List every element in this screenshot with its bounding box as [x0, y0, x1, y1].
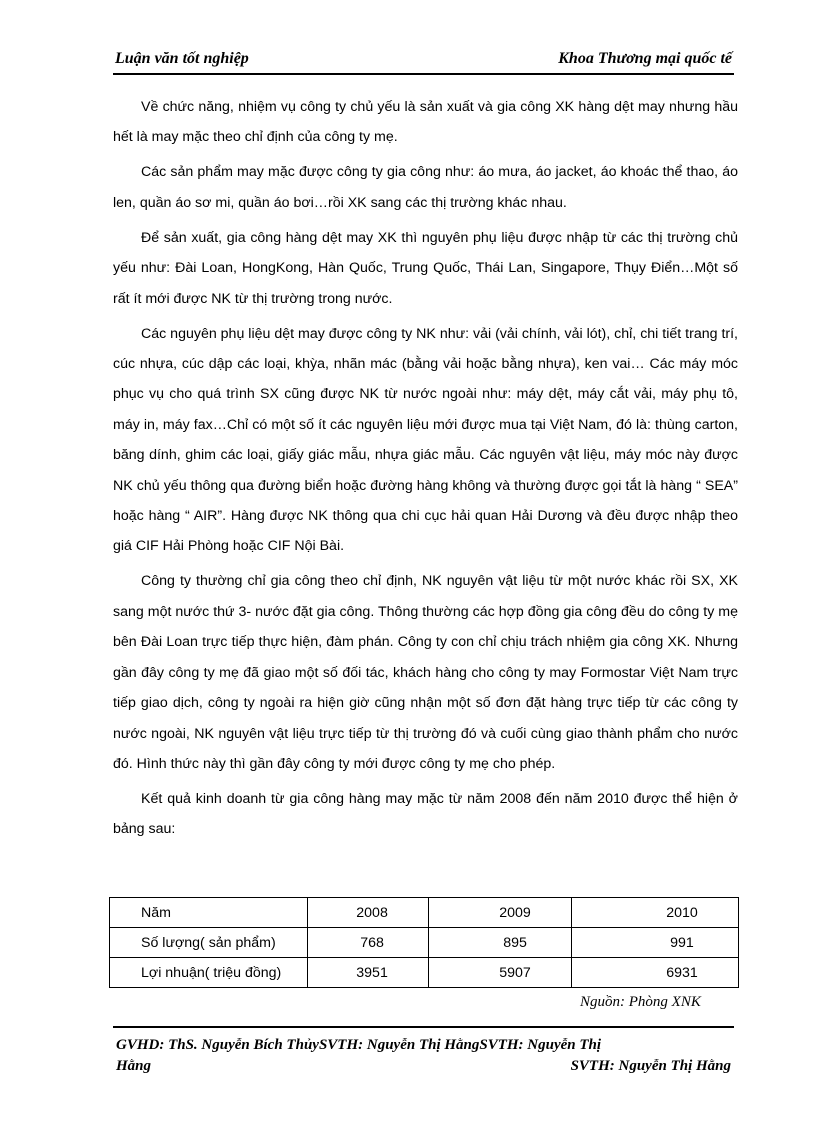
- footer-line-1: [113, 1035, 734, 1056]
- paragraph: Các sản phẩm may mặc được công ty gia công như: áo mưa, áo jacket, áo khoác thể thao, áo len, quần áo sơ mi, quần áo bơi…rồi XK sang các thị trường khác nhau.: [113, 164, 738, 211]
- header-faculty: Khoa Thương mại quốc tế: [558, 50, 732, 67]
- table-cell: 6931: [572, 958, 739, 988]
- paragraph: Để sản xuất, gia công hàng dệt may XK thì nguyên phụ liệu được nhập từ các thị trường chủ yếu như: Đài Loan, HongKong, Hàn Quốc, Trung Quốc, Thái Lan, Singapore, Thụy Điển…Một số rất ít mới được NK từ thị trường trong nước.: [113, 229, 738, 307]
- table-source-note: Nguồn: Phòng XNK: [580, 994, 701, 1010]
- paragraph: Kết quả kinh doanh từ gia công hàng may mặc từ năm 2008 đến năm 2010 được thể hiện ở bảng sau:: [113, 790, 738, 838]
- business-results-table: [109, 897, 739, 988]
- body-text: [113, 92, 738, 849]
- paragraph: Các nguyên phụ liệu dệt may được công ty NK như: vải (vải chính, vải lót), chỉ, chi tiết trang trí, cúc nhựa, cúc dập các loại, khỳa, nhãn mác (bằng vải hoặc bằng nhựa), ken vai… Các máy móc phục vụ cho quá trình SX cũng được NK từ nước ngoài như: máy dệt, máy cắt vải, máy phụ tô, máy in, máy fax…Chỉ có một số ít các nguyên liệu mới được mua tại Việt Nam, đó là: thùng carton, băng dính, ghim các loại, giấy giác mẫu, nhựa giác mẫu. Các nguyên vật liệu, máy móc này được NK chủ yếu thông qua đường biển hoặc đường hàng không và thường được gọi tắt là hàng “ SEA” hoặc hàng “ AIR”. Hàng được NK thông qua chi cục hải quan Hải Dương và đều được nhập theo giá CIF Hải Phòng hoặc CIF Nội Bài.: [113, 325, 738, 555]
- table-header-cell: 2008: [308, 898, 429, 928]
- table-header-cell: 2009: [429, 898, 572, 928]
- footer-line-2: [113, 1056, 734, 1077]
- page-header: [113, 46, 734, 72]
- table-cell: Số lượng( sản phẩm): [110, 928, 308, 958]
- header-thesis-title: Luận văn tốt nghiệp: [115, 50, 249, 67]
- footer-student-name-continued: Hằng: [116, 1058, 152, 1074]
- table-cell: 895: [429, 928, 572, 958]
- footer-supervisor-student: GVHD: ThS. Nguyễn Bích ThủySVTH: Nguyễn Thị HằngSVTH: Nguyễn Thị: [116, 1037, 602, 1053]
- footer-student: SVTH: Nguyễn Thị Hằng: [570, 1058, 731, 1074]
- header-divider: [113, 73, 734, 75]
- table-header-cell: Năm: [110, 898, 308, 928]
- table-header-row: [110, 898, 739, 928]
- table-cell: 991: [572, 928, 739, 958]
- table-cell: 768: [308, 928, 429, 958]
- paragraph: Công ty thường chỉ gia công theo chỉ định, NK nguyên vật liệu từ một nước khác rồi SX, XK sang một nước thứ 3- nước đặt gia công. Thông thường các hợp đồng gia công đều do công ty mẹ bên Đài Loan trực tiếp thực hiện, đàm phán. Công ty con chỉ chịu trách nhiệm gia công XK. Nhưng gần đây công ty mẹ đã giao một số đối tác, khách hàng cho công ty may Formostar Việt Nam trực tiếp giao dịch, công ty ngoài ra hiện giờ cũng nhận một số đơn đặt hàng trực tiếp từ các công ty nước ngoài, NK nguyên vật liệu trực tiếp từ thị trường đó và cuối cùng giao thành phẩm cho nước đó. Hình thức này thì gần đây công ty mới được công ty mẹ cho phép.: [113, 573, 738, 772]
- table-cell: 5907: [429, 958, 572, 988]
- table-cell: Lợi nhuận( triệu đồng): [110, 958, 308, 988]
- table-row: [110, 928, 739, 958]
- table-row: [110, 958, 739, 988]
- table-cell: 3951: [308, 958, 429, 988]
- page-footer: [113, 1035, 734, 1077]
- footer-divider: [113, 1026, 734, 1028]
- table-header-cell: 2010: [572, 898, 739, 928]
- paragraph: Về chức năng, nhiệm vụ công ty chủ yếu là sản xuất và gia công XK hàng dệt may nhưng hầu hết là may mặc theo chỉ định của công ty mẹ.: [113, 99, 738, 146]
